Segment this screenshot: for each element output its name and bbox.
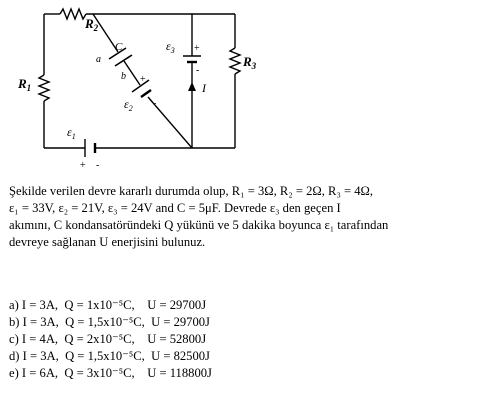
e3-minus: - <box>196 65 200 76</box>
current-arrow <box>188 82 196 91</box>
r3-resistor <box>230 48 240 74</box>
problem-statement <box>9 183 471 251</box>
e2-minus: - <box>153 98 157 109</box>
label-r3: $R_3$ <box>243 54 257 71</box>
e1-minus: - <box>96 160 100 171</box>
answer-options <box>9 297 212 382</box>
option-d[interactable]: d) I = 3A, Q = 1,5x10⁻⁵C, U = 82500J <box>9 349 210 363</box>
e2-plus: + <box>140 74 146 85</box>
r1-resistor <box>39 75 49 101</box>
option-e[interactable]: e) I = 6A, Q = 3x10⁻⁵C, U = 118800J <box>9 366 212 380</box>
e3-plus: + <box>194 43 200 54</box>
circuit-diagram <box>0 0 484 180</box>
label-i: I <box>202 81 206 95</box>
problem-line-1: Şekilde verilen devre kararlı durumda olup, R₁ = 3Ω, R₂ = 2Ω, R₃ = 4Ω, <box>9 184 374 198</box>
option-c[interactable]: c) I = 4A, Q = 2x10⁻⁵C, U = 52800J <box>9 332 207 346</box>
label-e3: $\varepsilon_3$ <box>166 39 175 55</box>
option-a[interactable]: a) I = 3A, Q = 1x10⁻⁵C, U = 29700J <box>9 298 207 312</box>
problem-line-3: akımını, C kondansatöründeki Q yükünü ve 5 dakika boyunca ε₁ tarafından <box>9 218 389 232</box>
problem-line-4: devreye sağlanan U enerjisini bulunuz. <box>9 235 206 249</box>
label-e1: $\varepsilon_1$ <box>67 125 76 141</box>
label-a: a <box>96 54 101 65</box>
battery-e1 <box>85 139 95 157</box>
problem-line-2: ε₁ = 33V, ε₂ = 21V, ε₃ = 24V and C = 5μF. Devrede ε₃ den geçen I <box>9 201 341 215</box>
e1-plus: + <box>80 160 86 171</box>
label-r1: $R_1$ <box>18 76 32 93</box>
label-c: C <box>115 41 123 53</box>
r2-resistor <box>60 9 86 19</box>
label-b: b <box>121 71 126 82</box>
label-e2: $\varepsilon_2$ <box>124 97 133 113</box>
label-r2: $R_2$ <box>85 16 99 33</box>
option-b[interactable]: b) I = 3A, Q = 1,5x10⁻⁵C, U = 29700J <box>9 315 210 329</box>
